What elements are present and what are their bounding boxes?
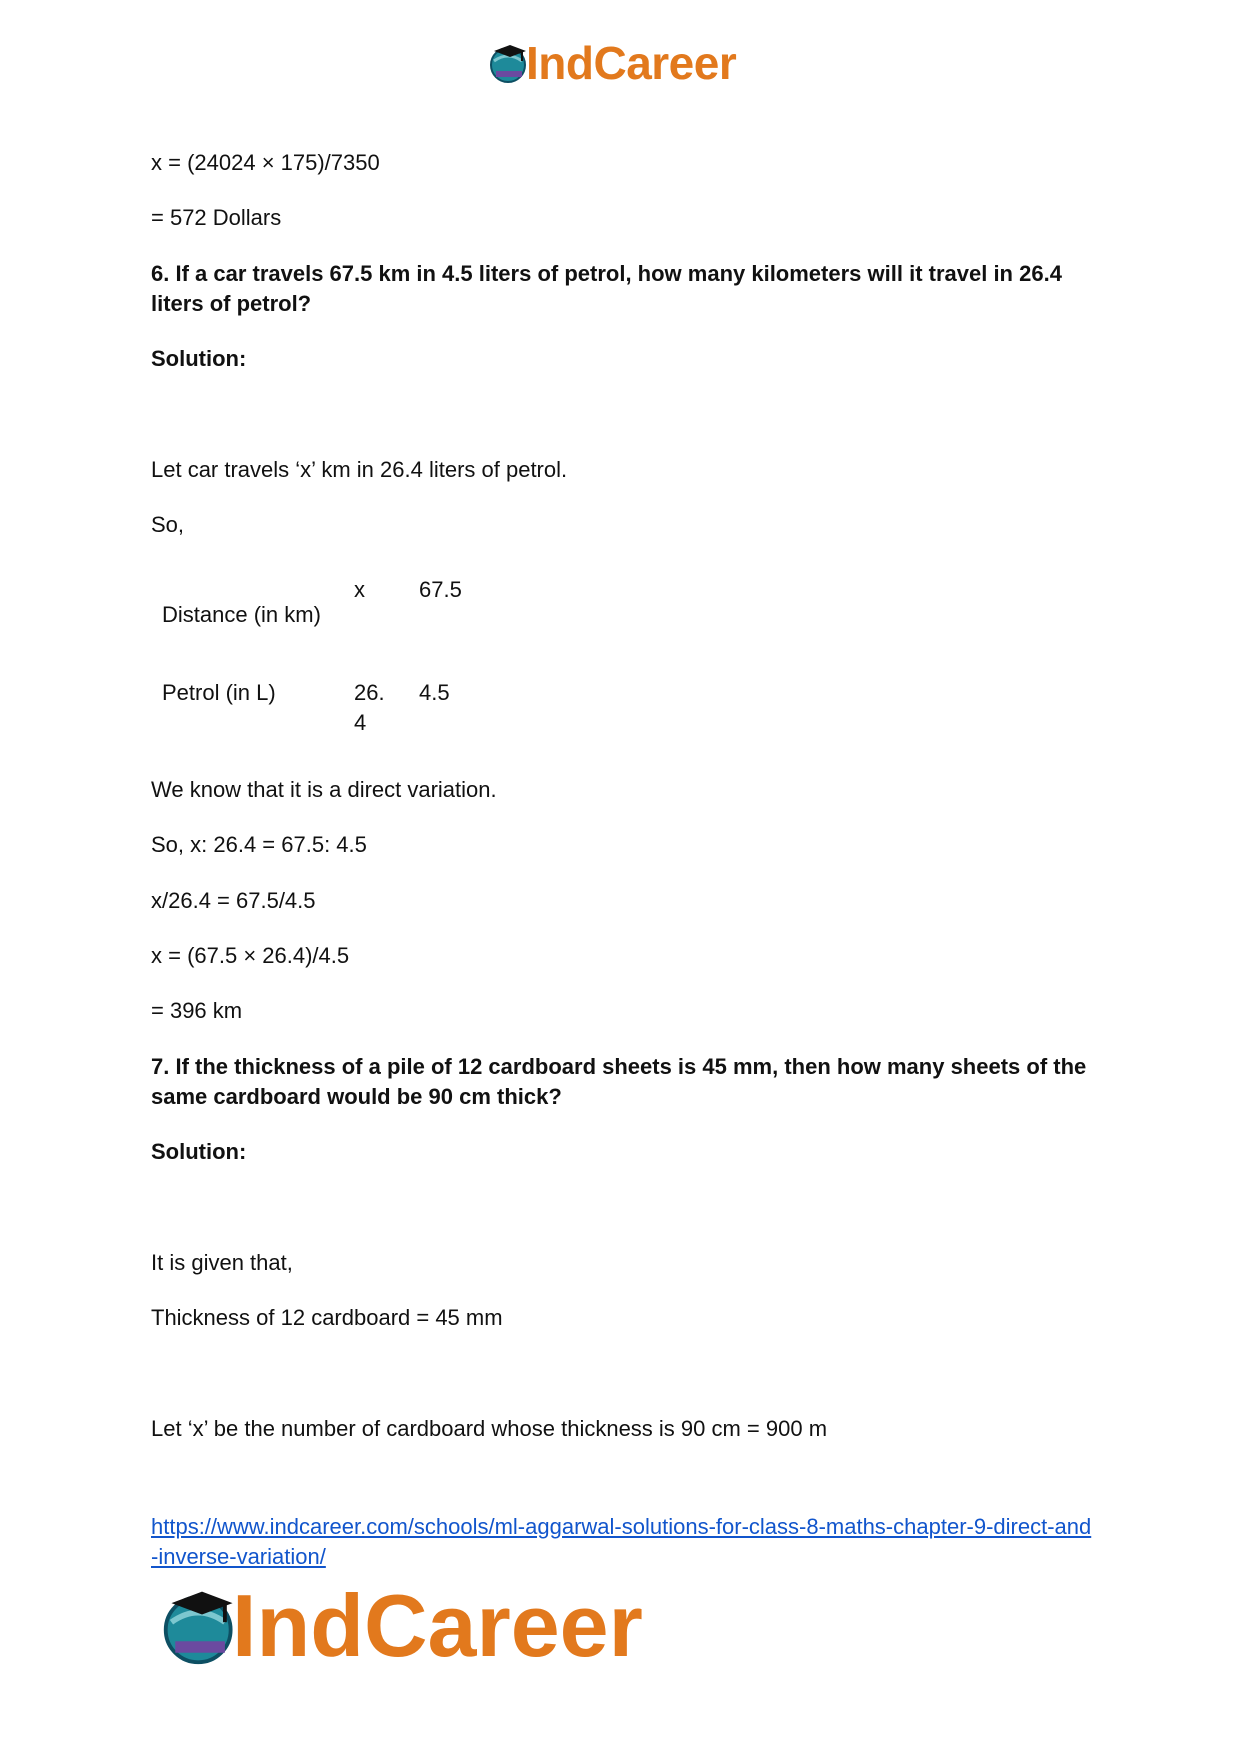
table-cell: 4 bbox=[354, 710, 367, 735]
result-line: = 396 km bbox=[151, 998, 243, 1023]
table-row-label: Distance (in km) bbox=[162, 602, 321, 627]
table-cell: 4.5 bbox=[419, 680, 450, 705]
equation-line: x = (24024 × 175)/7350 bbox=[151, 150, 380, 175]
table-cell: 26. bbox=[354, 680, 385, 705]
equation-line: So, x: 26.4 = 67.5: 4.5 bbox=[151, 832, 367, 857]
question-7: 7. If the thickness of a pile of 12 cardboard sheets is 45 mm, then how many sheets of the same cardboard would be 90 cm thick? bbox=[151, 1054, 1087, 1109]
text-line: Let ‘x’ be the number of cardboard whose thickness is 90 cm = 900 m bbox=[151, 1416, 828, 1441]
table-cell: 67.5 bbox=[419, 577, 462, 602]
equation-line: x = (67.5 × 26.4)/4.5 bbox=[151, 943, 350, 968]
text-line: It is given that, bbox=[151, 1250, 293, 1275]
solution-heading: Solution: bbox=[151, 346, 247, 371]
solution-heading: Solution: bbox=[151, 1139, 247, 1164]
equation-line: x/26.4 = 67.5/4.5 bbox=[151, 888, 316, 913]
text-line: We know that it is a direct variation. bbox=[151, 777, 497, 802]
header-logo bbox=[488, 37, 737, 89]
table-row-label: Petrol (in L) bbox=[162, 680, 276, 705]
footer-logo bbox=[160, 1576, 643, 1675]
source-link[interactable]: https://www.indcareer.com/schools/ml-aggarwal-solutions-for-class-8-maths-chapter-9-direct-and-inverse-variation/ bbox=[151, 1514, 1092, 1569]
text-line: So, bbox=[151, 512, 185, 537]
text-line: Thickness of 12 cardboard = 45 mm bbox=[151, 1305, 503, 1330]
result-line: = 572 Dollars bbox=[151, 205, 282, 230]
logo-text: IndCareer bbox=[232, 1576, 643, 1675]
table-cell: x bbox=[354, 577, 365, 602]
logo-text: IndCareer bbox=[526, 37, 737, 89]
question-6: 6. If a car travels 67.5 km in 4.5 liters of petrol, how many kilometers will it travel in 26.4 liters of petrol? bbox=[151, 261, 1062, 316]
text-line: Let car travels ‘x’ km in 26.4 liters of petrol. bbox=[151, 457, 568, 482]
